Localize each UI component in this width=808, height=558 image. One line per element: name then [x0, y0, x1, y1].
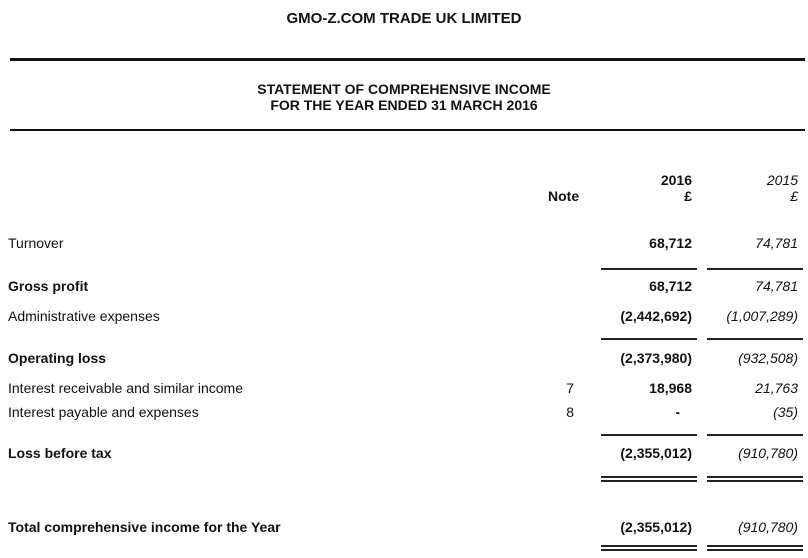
interest-payable-2015: (35)	[773, 404, 798, 420]
total-line	[601, 480, 697, 482]
total-line	[707, 480, 803, 482]
operating-loss-2016: (2,373,980)	[620, 350, 692, 366]
row-label-turnover: Turnover	[8, 235, 64, 251]
year-2016-header: 2016	[660, 172, 692, 188]
operating-loss-2015: (932,508)	[738, 350, 798, 366]
note-ref-8: 8	[566, 404, 574, 420]
total-comprehensive-income-2016: (2,355,012)	[620, 519, 692, 535]
statement-period: FOR THE YEAR ENDED 31 MARCH 2016	[270, 97, 538, 113]
year-2015-header: 2015	[766, 172, 798, 188]
gross-profit-2016: 68,712	[649, 278, 692, 294]
loss-before-tax-2016: (2,355,012)	[620, 445, 692, 461]
interest-payable-2016: -	[675, 404, 680, 420]
row-label-interest-receivable: Interest receivable and similar income	[8, 380, 243, 396]
statement-title: STATEMENT OF COMPREHENSIVE INCOME	[257, 81, 551, 97]
gross-profit-2015: 74,781	[755, 278, 798, 294]
administrative-expenses-2015: (1,007,289)	[726, 308, 798, 324]
subtotal-line	[601, 434, 697, 436]
total-double-underline	[601, 549, 697, 551]
total-double-underline	[601, 545, 697, 547]
note-ref-7: 7	[566, 380, 574, 396]
total-double-underline	[707, 545, 803, 547]
note-column-header: Note	[548, 188, 580, 204]
company-name: GMO-Z.COM TRADE UK LIMITED	[286, 10, 522, 27]
subtotal-line	[707, 268, 803, 270]
administrative-expenses-2016: (2,442,692)	[620, 308, 692, 324]
total-line	[707, 476, 803, 478]
subtotal-line	[601, 338, 697, 340]
row-label-total-comprehensive-income: Total comprehensive income for the Year	[8, 519, 281, 535]
subtotal-line	[707, 338, 803, 340]
total-double-underline	[707, 549, 803, 551]
row-label-operating-loss: Operating loss	[8, 350, 107, 366]
row-label-interest-payable: Interest payable and expenses	[8, 404, 199, 420]
loss-before-tax-2015: (910,780)	[738, 445, 798, 461]
total-line	[601, 476, 697, 478]
subtotal-line	[601, 268, 697, 270]
row-label-loss-before-tax: Loss before tax	[8, 445, 112, 461]
currency-2016-header: £	[684, 188, 692, 204]
interest-receivable-2015: 21,763	[755, 380, 798, 396]
subtotal-line	[707, 434, 803, 436]
header-rule-top	[10, 58, 805, 61]
row-label-administrative-expenses: Administrative expenses	[8, 308, 160, 324]
turnover-2016: 68,712	[649, 235, 692, 251]
header-rule-bottom	[10, 129, 805, 131]
currency-2015-header: £	[790, 188, 798, 204]
turnover-2015: 74,781	[755, 235, 798, 251]
row-label-gross-profit: Gross profit	[8, 278, 89, 294]
total-comprehensive-income-2015: (910,780)	[738, 519, 798, 535]
interest-receivable-2016: 18,968	[649, 380, 692, 396]
